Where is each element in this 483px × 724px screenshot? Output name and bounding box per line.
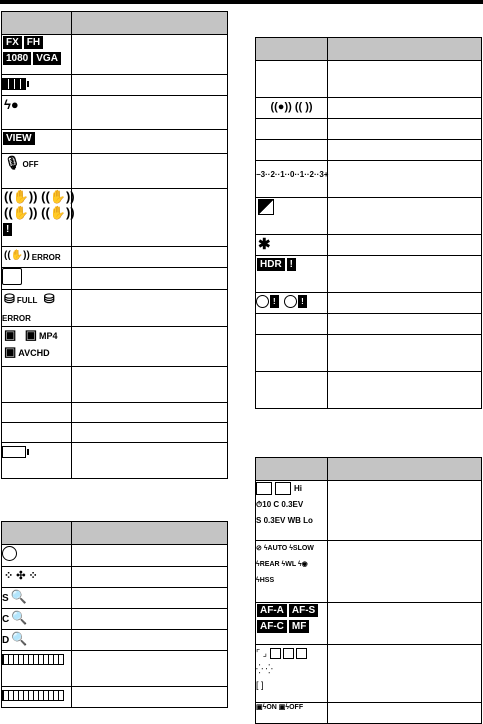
zoom-s-label: S [2, 593, 9, 604]
database-full-label: FULL [16, 296, 38, 305]
table-row [256, 235, 482, 256]
af-zone-icon [283, 648, 294, 659]
table-row [2, 268, 228, 290]
table-row [256, 140, 482, 161]
table-row [2, 423, 228, 443]
table-row [2, 367, 228, 403]
zoom-d-label: D [2, 635, 10, 646]
asterisk-icon: ✱ [258, 236, 271, 253]
left-bottom-table [1, 521, 228, 708]
flash-slow-label: SLOW [292, 545, 314, 552]
table-header-row [256, 458, 482, 481]
table-row [2, 327, 228, 367]
database-error-icon: ⛁ [43, 290, 55, 306]
page-top-rule [0, 0, 483, 4]
left-top-table [1, 11, 228, 479]
movie-mp4-icon: ▣ [24, 327, 38, 342]
table-row [2, 75, 228, 96]
table-row [256, 645, 482, 703]
table-row [2, 609, 228, 630]
table-row [2, 290, 228, 327]
self-timer-icon: ⏱ [256, 500, 263, 509]
1080-icon: 1080 [3, 52, 31, 65]
right-top-table [255, 37, 482, 409]
table-row [256, 481, 482, 541]
table-row [2, 545, 228, 567]
steadyshot-icon: ((✋)) ((✋)) [4, 205, 75, 221]
af-center-icon: [ ] [256, 680, 264, 690]
movie-avchd-icon: ▣ [4, 344, 17, 360]
self-timer-label: 10 [262, 500, 272, 509]
dro-on-icon: ▣ϟ [256, 704, 267, 711]
table-row [2, 651, 228, 687]
table-row [2, 35, 228, 75]
table-row [256, 335, 482, 372]
zoom-d-icon: 🔍 [11, 630, 28, 646]
table-row [2, 588, 228, 609]
af-zone-icon [270, 648, 281, 659]
table-row [2, 247, 228, 268]
movie-photo-icon: ▣ [4, 327, 17, 342]
table-row [256, 256, 482, 293]
af-s-icon: AF-S [289, 604, 318, 617]
dro-off-icon: ▣ϟ [278, 704, 290, 711]
meter-scale-icon [2, 654, 64, 665]
spot-metering-circle-icon [2, 546, 17, 561]
zoom-c-label: C [2, 614, 10, 625]
zoom-s-icon: 🔍 [10, 588, 27, 604]
bracket-s-label: S [256, 516, 262, 525]
bracket-c-ev-label: 0.3EV [281, 500, 304, 509]
avchd-label: AVCHD [18, 348, 50, 359]
bracket-s-ev-label: 0.3EV [263, 516, 286, 525]
mf-icon: MF [289, 620, 309, 633]
af-area-cross-icon: ⁘ ✣ ⁘ [4, 570, 38, 583]
mic-off-icon: 🎙 [4, 154, 21, 170]
warning-icon: ! [287, 258, 296, 271]
table-row [256, 603, 482, 645]
table-row [256, 293, 482, 314]
database-error-label: ERROR [2, 314, 31, 323]
table-row [2, 687, 228, 708]
af-zone-icon [296, 648, 307, 659]
table-row [256, 98, 482, 119]
flash-off-icon: ⊘ [256, 545, 262, 552]
mic-off-label: OFF [22, 160, 39, 169]
table-row [256, 119, 482, 140]
table-header-row [256, 38, 482, 61]
flash-charging-icon: ϟ● [4, 97, 19, 113]
dro-on-label: ON [266, 704, 277, 711]
exposure-comp-icon [258, 199, 274, 215]
hdr-icon: HDR [257, 258, 285, 271]
table-row [2, 567, 228, 588]
table-row [2, 154, 228, 189]
meter-bar-icon [2, 690, 64, 701]
table-row [256, 314, 482, 335]
continuous-shot-icon [275, 482, 291, 495]
flash-hss-label: HSS [259, 577, 275, 584]
bracket-wb-label: WB [287, 516, 301, 525]
table-row [2, 403, 228, 423]
battery-icon [2, 78, 26, 90]
af-wide-icon: ⌜ ⌟ [256, 648, 267, 658]
sound-wave-icon: ((●)) (( )) [270, 100, 313, 113]
auto-hdr-icon [284, 295, 297, 308]
flash-wl-label: WL [285, 561, 296, 568]
warning-icon: ! [298, 295, 307, 308]
table-row [256, 161, 482, 198]
zoom-c-icon: 🔍 [11, 609, 28, 625]
af-c-icon: AF-C [257, 620, 287, 633]
table-row [2, 443, 228, 479]
table-row [256, 372, 482, 409]
fx-icon: FX [3, 36, 22, 49]
bracket-c-label: C [273, 500, 280, 509]
af-local-icon: ⁛ ⁛ [256, 664, 273, 674]
red-eye-icon: ϟ◉ [297, 561, 308, 568]
auto-hdr-icon [256, 295, 269, 308]
table-row [256, 198, 482, 235]
single-shot-icon [256, 482, 272, 495]
table-row [2, 630, 228, 651]
vga-icon: VGA [33, 52, 61, 65]
warning-icon: ! [270, 295, 279, 308]
steadyshot-error-icon: ((✋)) [4, 250, 30, 262]
table-row: ⊘ ϟAUTO ϟSLOW ϟREAR ϟWL ϟ◉ ϟHSS [256, 541, 482, 603]
exposure-scale-icon: −3··2··1··0··1··2··3+ [256, 170, 329, 179]
table-row [256, 61, 482, 98]
database-full-icon: ⛁ [4, 290, 15, 306]
right-bottom-table [255, 457, 482, 724]
table-row [256, 703, 482, 724]
battery-empty-icon [2, 446, 26, 458]
overheat-frame-icon [2, 268, 22, 285]
warning-icon: ! [3, 223, 12, 236]
af-a-icon: AF-A [257, 604, 287, 617]
continuous-hi-label: Hi [294, 484, 302, 493]
steadyshot-icon: ((✋)) ((✋)) [4, 189, 75, 204]
flash-auto-label: AUTO [267, 545, 288, 552]
fh-icon: FH [24, 36, 43, 49]
table-header-row [2, 522, 228, 545]
steadyshot-error-label: ERROR [31, 253, 61, 262]
view-icon: VIEW [3, 132, 35, 145]
table-row [2, 130, 228, 154]
flash-rear-label: REAR [259, 561, 280, 568]
dro-off-label: OFF [289, 704, 304, 711]
table-row [2, 189, 228, 247]
mp4-label: MP4 [39, 331, 58, 342]
bracket-wb-lo-label: Lo [303, 516, 313, 525]
table-header-row [2, 12, 228, 35]
table-row [2, 96, 228, 130]
